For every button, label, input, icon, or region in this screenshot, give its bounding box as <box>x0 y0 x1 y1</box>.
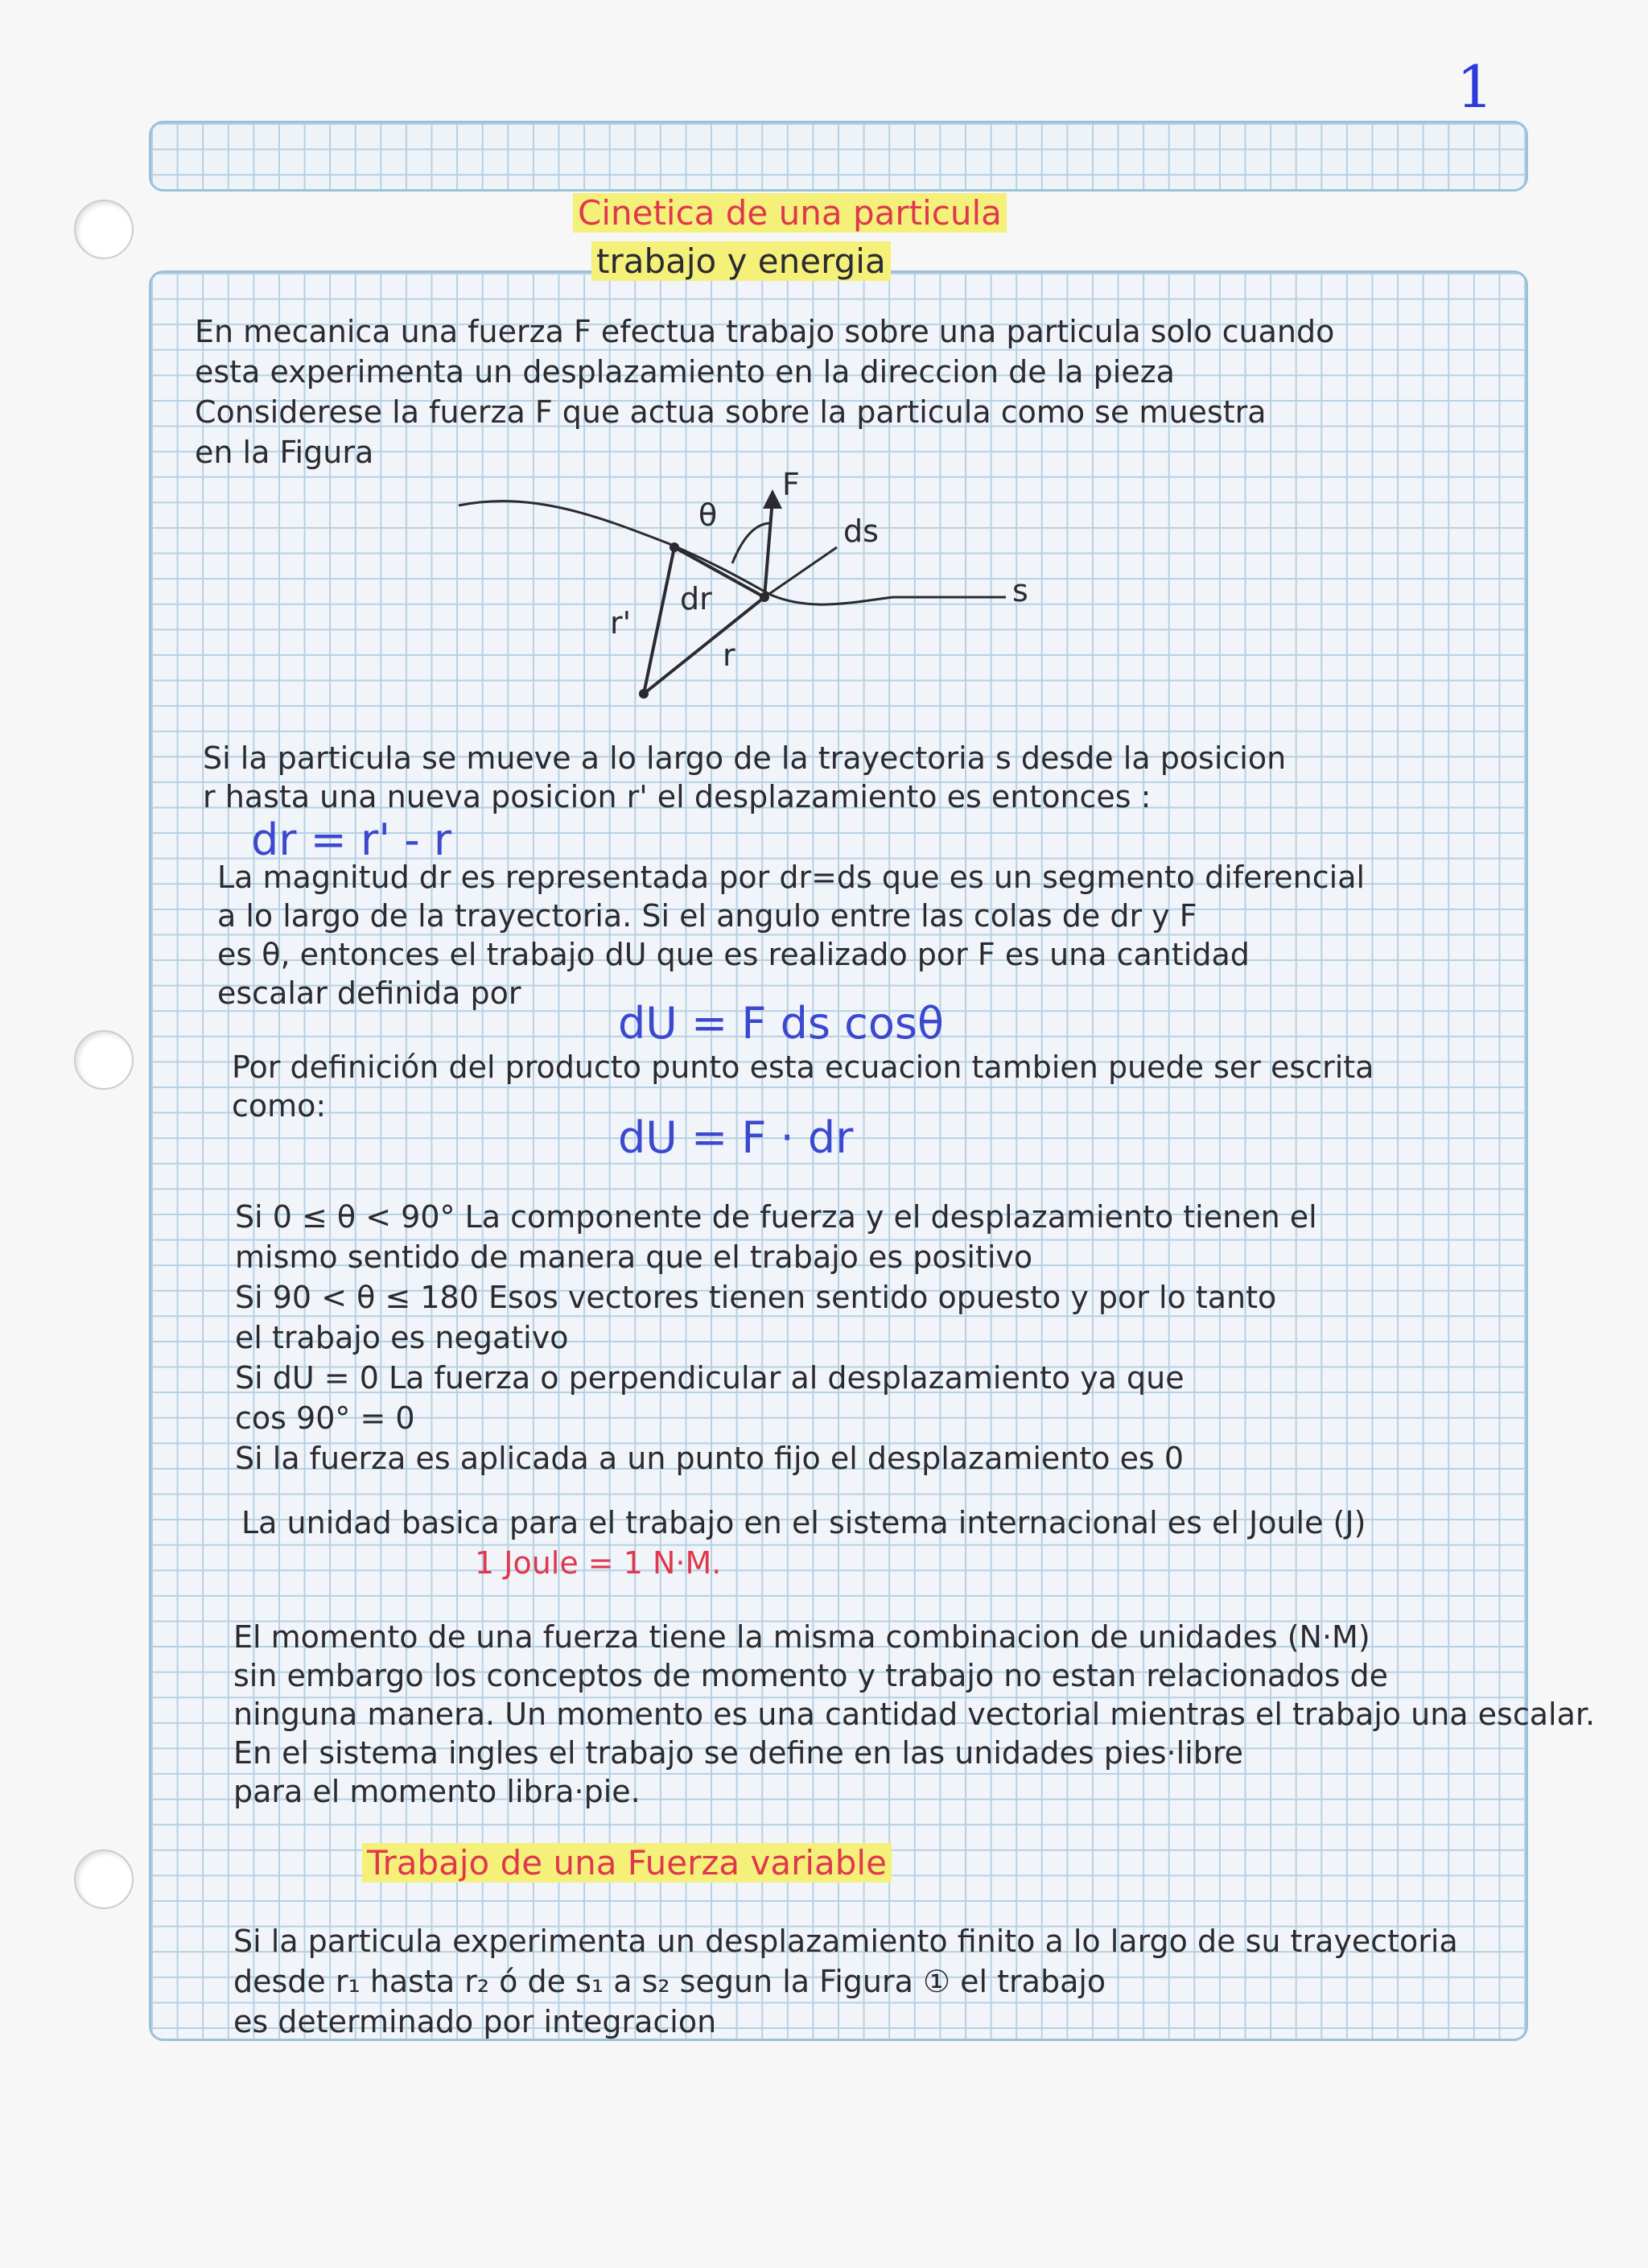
position-point-r <box>760 592 769 602</box>
title-line-2: trabajo y energia <box>591 241 891 281</box>
case-line-3: Si 90 < θ ≤ 180 Esos vectores tienen sentido opuesto y por lo tanto <box>235 1280 1277 1315</box>
definition-line-2: como: <box>232 1088 327 1124</box>
variable-line-3: es determinado por integracion <box>233 2004 717 2039</box>
moment-line-4: En el sistema ingles el trabajo se define en las unidades pies·libre <box>233 1735 1244 1771</box>
case-line-6: cos 90° = 0 <box>235 1400 415 1436</box>
case-line-5: Si dU = 0 La fuerza o perpendicular al desplazamiento ya que <box>235 1360 1184 1396</box>
title-line-1: Cinetica de una particula <box>573 193 1007 233</box>
force-arrowhead <box>763 489 782 509</box>
eq-work-cos: dU = F ds cosθ <box>618 998 945 1049</box>
moment-line-1: El momento de una fuerza tiene la misma combinacion de unidades (N·M) <box>233 1619 1370 1655</box>
variable-line-2: desde r₁ hasta r₂ ó de s₁ a s₂ segun la Figura ① el trabajo <box>233 1964 1106 1999</box>
moment-line-5: para el momento libra·pie. <box>233 1774 641 1809</box>
definition-line-1: Por definición del producto punto esta ecuacion tambien puede ser escrita <box>232 1049 1374 1085</box>
subtitle-variable-force: Trabajo de una Fuerza variable <box>362 1843 892 1882</box>
label-r: r <box>723 637 735 673</box>
intro-line-3: Considerese la fuerza F que actua sobre la particula como se muestra <box>195 394 1267 430</box>
units-equation: 1 Joule = 1 N·M. <box>475 1545 722 1581</box>
intro-line-2: esta experimenta un desplazamiento en la direccion de la pieza <box>195 354 1175 390</box>
eq-displacement: dr = r' - r <box>251 814 452 865</box>
label-F: F <box>782 467 800 502</box>
label-s: s <box>1012 573 1028 608</box>
magnitude-line-1: La magnitud dr es representada por dr=ds que es un segmento diferencial <box>217 860 1366 895</box>
label-r-prime: r' <box>610 605 632 641</box>
variable-line-1: Si la particula experimenta un desplazamiento finito a lo largo de su trayectoria <box>233 1924 1458 1959</box>
case-line-4: el trabajo es negativo <box>235 1320 569 1355</box>
label-theta: θ <box>698 497 718 533</box>
ds-tangent <box>764 547 837 597</box>
section1-line-1: Si la particula se mueve a lo largo de la trayectoria s desde la posicion <box>203 740 1287 776</box>
intro-line-4: en la Figura <box>195 435 374 470</box>
position-point-r-prime <box>670 542 679 552</box>
trajectory-curve <box>459 501 1006 604</box>
label-ds: ds <box>843 513 879 549</box>
label-dr: dr <box>680 581 712 616</box>
moment-line-3: ninguna manera. Un momento es una cantidad vectorial mientras el trabajo una escalar. <box>233 1697 1596 1732</box>
origin-point <box>639 689 649 699</box>
magnitude-line-2: a lo largo de la trayectoria. Si el angulo entre las colas de dr y F <box>217 898 1197 934</box>
case-line-2: mismo sentido de manera que el trabajo es positivo <box>235 1239 1033 1275</box>
case-line-7: Si la fuerza es aplicada a un punto fijo el desplazamiento es 0 <box>235 1441 1184 1476</box>
case-line-1: Si 0 ≤ θ < 90° La componente de fuerza y el desplazamiento tienen el <box>235 1199 1317 1235</box>
units-line: La unidad basica para el trabajo en el sistema internacional es el Joule (J) <box>241 1505 1366 1540</box>
theta-arc <box>732 523 771 563</box>
magnitude-line-3: es θ, entonces el trabajo dU que es realizado por F es una cantidad <box>217 937 1250 972</box>
force-vector <box>764 499 772 597</box>
moment-line-2: sin embargo los conceptos de momento y trabajo no estan relacionados de <box>233 1658 1389 1693</box>
magnitude-line-4: escalar definida por <box>217 975 521 1011</box>
page-number: 1 <box>1456 53 1494 121</box>
intro-line-1: En mecanica una fuerza F efectua trabajo sobre una particula solo cuando <box>195 314 1335 349</box>
section1-line-2: r hasta una nueva posicion r' el desplazamiento es entonces : <box>203 779 1152 814</box>
eq-work-dot: dU = F · dr <box>618 1112 854 1163</box>
